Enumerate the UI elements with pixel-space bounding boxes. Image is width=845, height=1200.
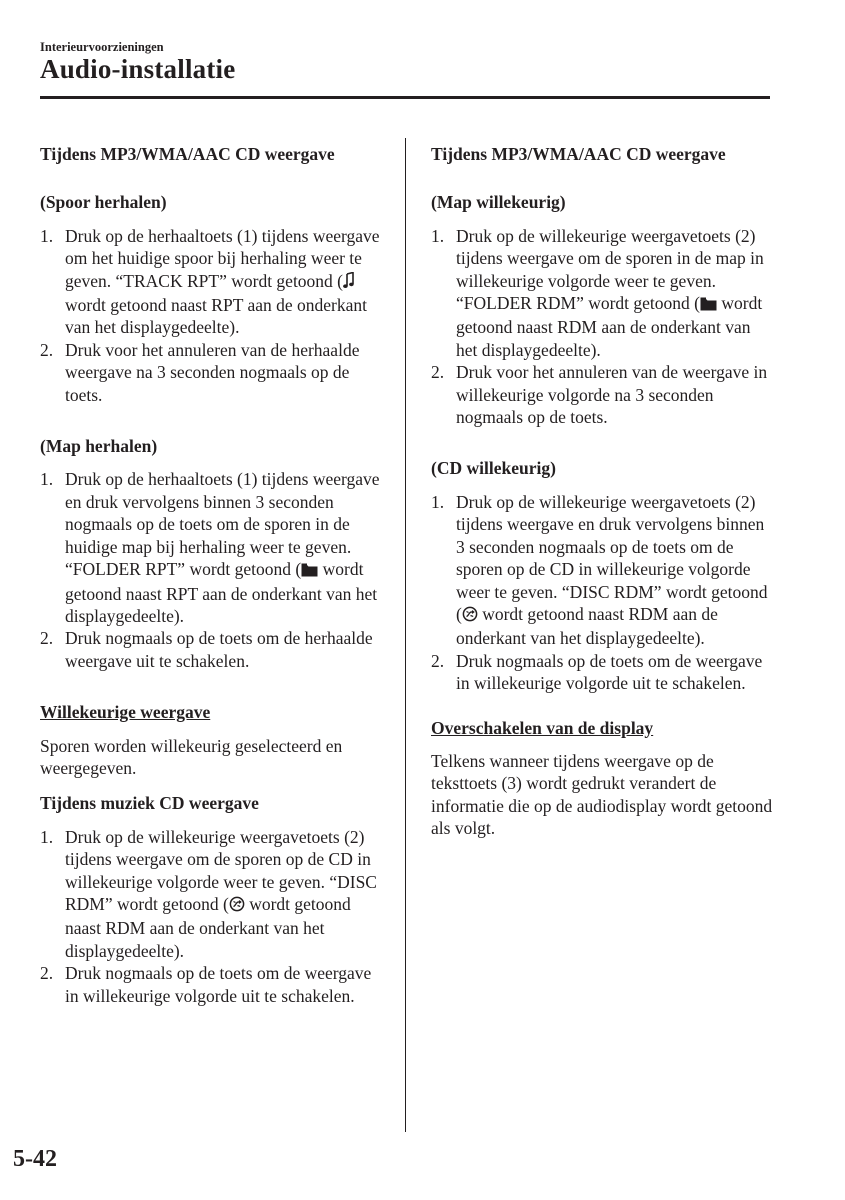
subsection-title-cd-willekeurig: (CD willekeurig) xyxy=(431,458,556,479)
list-item xyxy=(431,491,774,650)
step-text-continued: wordt getoond naast RDM aan de onderkant van het displaygedeelte). xyxy=(456,603,718,649)
list-item xyxy=(40,225,383,339)
section-text-overschakelen: Telkens wanneer tijdens weergave op de teksttoets (3) wordt gedrukt verandert de informatie die op de audiodisplay wordt getoond als volgt. xyxy=(431,750,773,839)
step-text-continued: wordt getoond naast RPT aan de onderkant van het displaygedeelte). xyxy=(65,295,367,338)
step-text: Druk voor het annuleren van de herhaalde weergave na 3 seconden nogmaals op de toets. xyxy=(65,339,360,405)
step-text: Druk op de herhaaltoets (1) tijdens weergave en druk vervolgens binnen 3 seconden nogmaals op de toets om de sporen in de huidige map bij herhaling weer te geven. “FOLDER RPT” wordt getoond ( xyxy=(65,469,380,580)
section-heading-willekeurige-weergave: Willekeurige weergave xyxy=(40,702,211,723)
steps-list-spoor-herhalen xyxy=(40,225,383,406)
steps-list-map-willekeurig xyxy=(431,225,774,429)
random-disc-icon xyxy=(229,895,245,917)
list-item xyxy=(40,468,383,627)
step-text-continued: wordt getoond naast RDM aan de onderkant van het displaygedeelte). xyxy=(456,293,763,360)
step-text-continued: wordt getoond naast RPT aan de onderkant van het displaygedeelte). xyxy=(65,559,378,626)
left-column xyxy=(40,143,383,1007)
music-note-icon xyxy=(343,272,354,294)
list-number: 2. xyxy=(40,339,54,360)
list-number: 2. xyxy=(431,362,445,383)
list-number: 1. xyxy=(431,225,445,246)
section-text-willekeurige-weergave: Sporen worden willekeurig geselecteerd en weergegeven. xyxy=(40,735,343,778)
list-item xyxy=(431,225,774,361)
step-text-continued: wordt getoond naast RDM aan de onderkant van het displaygedeelte). xyxy=(65,893,351,961)
step-text: Druk op de willekeurige weergavetoets (2) tijdens weergave om de sporen in de map in willekeurige volgorde weer te geven. “FOLDER RDM” wordt getoond ( xyxy=(456,225,764,314)
list-number: 2. xyxy=(40,963,54,984)
list-number: 2. xyxy=(40,628,54,649)
right-column xyxy=(431,143,774,840)
step-text: Druk nogmaals op de toets om de weergave in willekeurige volgorde uit te schakelen. xyxy=(65,963,372,1006)
section-heading-mp3: Tijdens MP3/WMA/AAC CD weergave xyxy=(40,144,335,164)
list-item xyxy=(40,627,383,672)
folder-icon xyxy=(301,560,318,582)
subsection-title-map-herhalen: (Map herhalen) xyxy=(40,436,158,457)
steps-list-map-herhalen xyxy=(40,468,383,672)
page-number: 5-42 xyxy=(13,1146,57,1172)
list-item xyxy=(431,361,774,428)
list-number: 1. xyxy=(431,491,445,512)
step-text: Druk op de herhaaltoets (1) tijdens weergave om het huidige spoor bij herhaling weer te geven. “TRACK RPT” wordt getoond ( xyxy=(65,225,380,291)
random-disc-icon xyxy=(462,605,478,627)
page-title: Audio-installatie xyxy=(40,54,236,84)
step-text: Druk op de willekeurige weergavetoets (2) tijdens weergave om de sporen op de CD in willekeurige volgorde weer te geven. “DISC RDM” wordt getoond ( xyxy=(65,826,377,914)
list-item xyxy=(40,962,383,1007)
list-number: 1. xyxy=(40,469,54,490)
section-heading-mp3: Tijdens MP3/WMA/AAC CD weergave xyxy=(431,144,726,164)
breadcrumb: Interieurvoorzieningen xyxy=(40,40,164,54)
step-text: Druk voor het annuleren van de weergave in willekeurige volgorde na 3 seconden nogmaals op de toets. xyxy=(456,362,768,428)
step-text: Druk nogmaals op de toets om de herhaalde weergave uit te schakelen. xyxy=(65,628,373,671)
steps-list-cd-willekeurig xyxy=(431,491,774,695)
list-number: 1. xyxy=(40,826,54,847)
steps-list-muziek-cd xyxy=(40,826,383,1007)
subsection-title-map-willekeurig: (Map willekeurig) xyxy=(431,192,566,213)
column-divider xyxy=(405,138,406,1132)
list-item xyxy=(40,826,383,962)
step-text: Druk op de willekeurige weergavetoets (2) tijdens weergave en druk vervolgens binnen 3 seconden nogmaals op de toets om de sporen op de CD in willekeurige volgorde weer te geven. “DISC RDM” wordt getoond ( xyxy=(456,491,768,624)
list-item xyxy=(40,339,383,406)
folder-icon xyxy=(700,294,717,316)
section-heading-muziek-cd: Tijdens muziek CD weergave xyxy=(40,793,259,814)
list-item xyxy=(431,650,774,695)
title-rule xyxy=(40,96,770,99)
list-number: 1. xyxy=(40,225,54,246)
step-text: Druk nogmaals op de toets om de weergave in willekeurige volgorde uit te schakelen. xyxy=(456,650,763,694)
subsection-title-spoor-herhalen: (Spoor herhalen) xyxy=(40,192,167,213)
list-number: 2. xyxy=(431,650,445,671)
section-heading-overschakelen: Overschakelen van de display xyxy=(431,717,654,738)
